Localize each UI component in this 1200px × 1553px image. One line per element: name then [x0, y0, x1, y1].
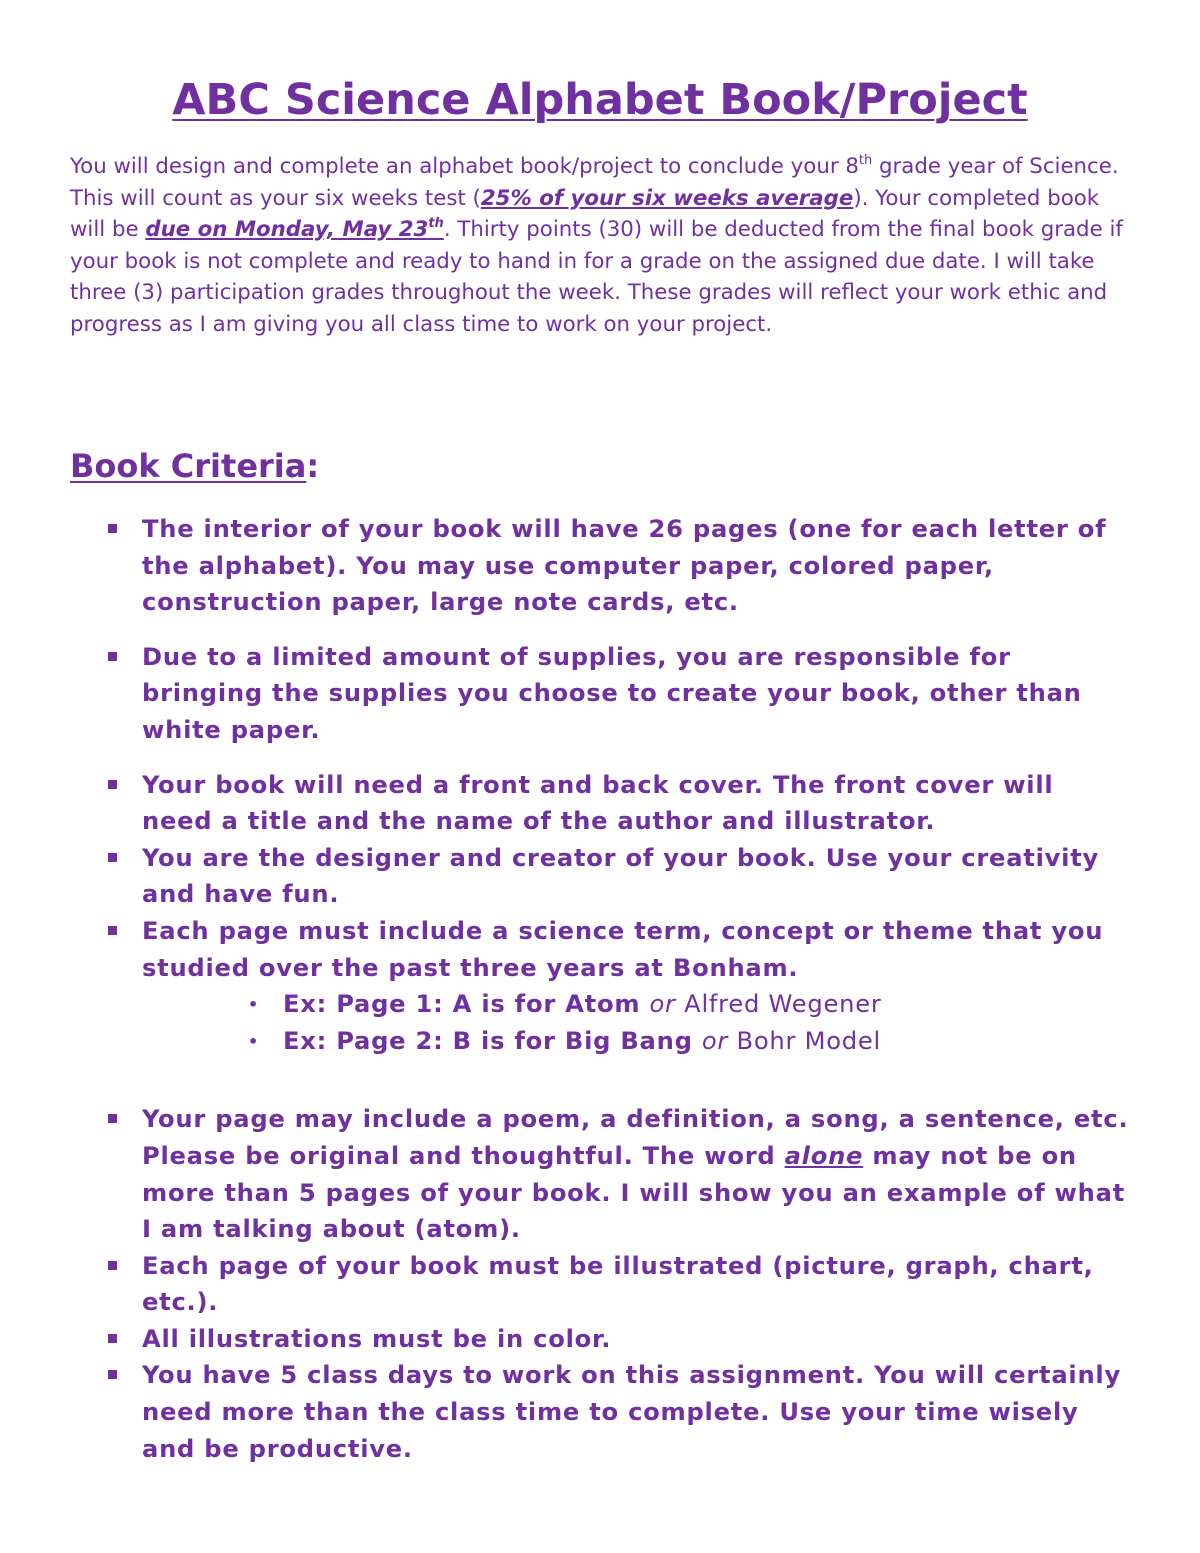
square-bullet-icon — [108, 780, 117, 789]
dot-bullet-icon: • — [248, 1031, 259, 1051]
dot-bullet-icon: • — [248, 995, 259, 1015]
square-bullet-icon — [108, 652, 117, 661]
criteria-item-text: Each page must include a science term, concept or theme that you studied over the past three years at Bonham. — [142, 916, 1104, 982]
criteria-heading-text: Book Criteria — [70, 447, 307, 485]
square-bullet-icon — [108, 1370, 117, 1379]
square-bullet-icon — [108, 1334, 117, 1343]
criteria-item — [70, 767, 1130, 840]
criteria-item-text: You are the designer and creator of your book. Use your creativity and have fun. — [142, 843, 1100, 909]
intro-superscript: th — [858, 153, 873, 168]
criteria-item-text: Due to a limited amount of supplies, you are responsible for bringing the supplies you choose to create your book, other than white paper. — [142, 642, 1082, 744]
criteria-item — [70, 913, 1130, 986]
due-date-text: due on Monday, May 23 — [145, 217, 429, 242]
criteria-item-text: Your book will need a front and back cover. The front cover will need a title and the name of the author and illustrator. — [142, 770, 1054, 836]
square-bullet-icon — [108, 853, 117, 862]
square-bullet-icon — [108, 1261, 117, 1270]
criteria-item-text: Each page of your book must be illustrated (picture, graph, chart, etc.). — [142, 1251, 1094, 1317]
example-item — [70, 1023, 1130, 1060]
intro-text-4: . Thirty points (30) will be deducted from the final book grade if your book is not complete and ready to hand in for a grade on the assigned due date. I will take three (3) participation grades throughout the week. These grades will reflect your work ethic and progress as I am giving you all class time to work on your project. — [70, 217, 1123, 337]
intro-due-date-emphasis — [145, 217, 443, 242]
due-date-superscript: th — [428, 216, 444, 231]
criteria-item-text: The interior of your book will have 26 pages (one for each letter of the alphabet). You may use computer paper, colored paper, construction paper, large note cards, etc. — [142, 515, 1107, 617]
example-item — [70, 986, 1130, 1023]
criteria-heading — [70, 444, 319, 488]
criteria-list — [70, 511, 1130, 1467]
criteria-item — [70, 1248, 1130, 1321]
criteria-item — [70, 1321, 1130, 1358]
criteria-item-text: You have 5 class days to work on this assignment. You will certainly need more than the class time to complete. Use your time wisely and be productive. — [142, 1361, 1121, 1463]
criteria-heading-colon: : — [306, 447, 320, 485]
criteria-item — [70, 1357, 1130, 1467]
intro-percentage-emphasis: 25% of your six weeks average — [480, 185, 854, 211]
criteria-item — [70, 639, 1130, 749]
criteria-item — [70, 511, 1130, 621]
intro-text-1: You will design and complete an alphabet book/project to conclude your 8 — [70, 154, 859, 179]
square-bullet-icon — [108, 1114, 117, 1123]
example-text: Ex: Page 1: A is for Atom — [283, 990, 650, 1019]
example-or: or — [649, 990, 676, 1019]
intro-text-2: grade year of Science. This will count as your six weeks test ( — [70, 154, 1119, 211]
criteria-item — [70, 840, 1130, 913]
criteria-item-text: may not be on more than 5 pages of your book. I will show you an example of what I am talking about (atom). — [142, 1141, 1126, 1244]
document-title: ABC Science Alphabet Book/Project — [172, 75, 1028, 125]
example-alt: Bohr Model — [728, 1026, 881, 1055]
criteria-item-text: Your page may include a poem, a definition, a song, a sentence, etc. Please be original and thoughtful. The word — [142, 1105, 1129, 1170]
criteria-item — [70, 1101, 1130, 1247]
alone-emphasis: alone — [784, 1141, 864, 1170]
example-text: Ex: Page 2: B is for Big Bang — [283, 1026, 702, 1055]
example-or: or — [701, 1026, 729, 1055]
example-alt: Alfred Wegener — [675, 990, 882, 1019]
intro-paragraph — [70, 151, 1132, 340]
intro-text-3: ). Your completed book will be — [70, 185, 1100, 242]
criteria-item-text: All illustrations must be in color. — [142, 1324, 612, 1353]
square-bullet-icon — [108, 524, 117, 533]
square-bullet-icon — [108, 926, 117, 935]
